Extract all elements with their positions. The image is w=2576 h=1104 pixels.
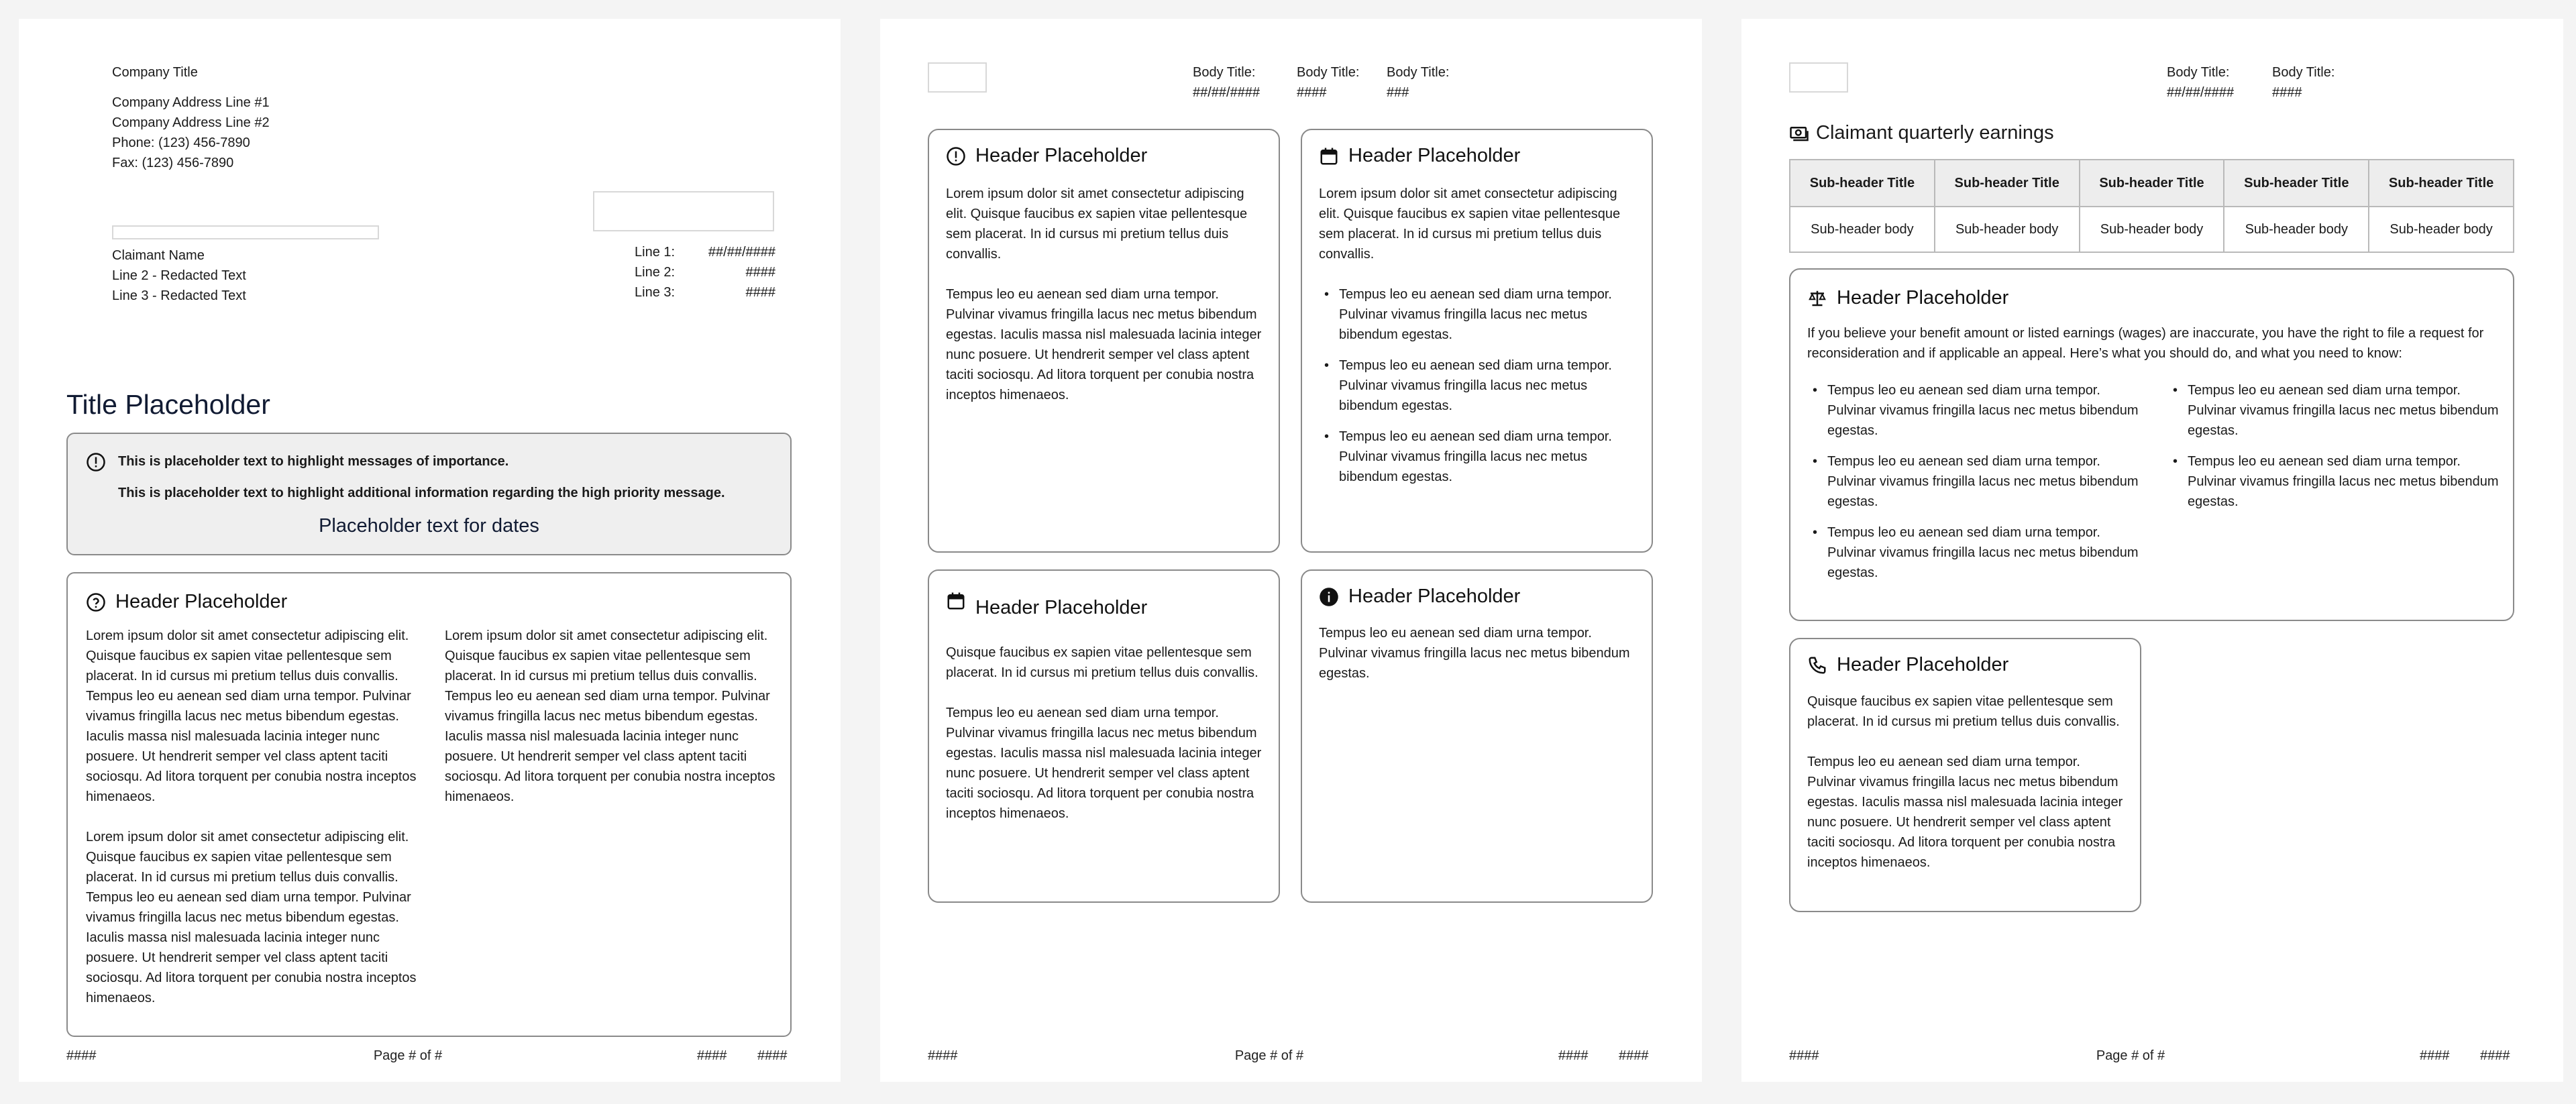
calendar-icon bbox=[1319, 146, 1339, 166]
table-header-cell: Sub-header Title bbox=[2369, 160, 2514, 207]
card-3 bbox=[928, 569, 1280, 903]
ref-line-2-label: Line 2: bbox=[635, 265, 676, 280]
card-title: Header Placeholder bbox=[1348, 145, 1521, 166]
card-title: Header Placeholder bbox=[975, 597, 1148, 618]
paragraph: Tempus leo eu aenean sed diam urna tempor. Pulvinar vivamus fringilla lacus nec metus bibendum egestas. Iaculis massa nisl malesuada lacinia integer nunc posuere. Ut hendrerit semper vel class aptent taciti sociosqu. Ad litora torquent per conubia nostra inceptos himenaeos. bbox=[946, 287, 1262, 402]
body-title-value: ### bbox=[1387, 85, 1409, 100]
table-cell: Sub-header body bbox=[1935, 207, 2080, 252]
card-body bbox=[1807, 692, 2128, 873]
logo-placeholder bbox=[928, 62, 987, 93]
card-body bbox=[1319, 184, 1640, 498]
card-body bbox=[1319, 623, 1640, 683]
list-item: • Tempus leo eu aenean sed diam urna tempor. Pulvinar vivamus fringilla lacus nec metus bibendum egestas. bbox=[2167, 380, 2506, 441]
alert-icon bbox=[946, 146, 966, 166]
table-header-cell: Sub-header Title bbox=[2080, 160, 2224, 207]
paragraph: Quisque faucibus ex sapien vitae pellentesque sem placerat. In id cursus mi pretium tellus duis convallis. bbox=[946, 645, 1258, 680]
card-title: Header Placeholder bbox=[1837, 654, 2009, 675]
alert-line-2: This is placeholder text to highlight additional information regarding the high priority message. bbox=[118, 486, 725, 500]
alert-icon bbox=[86, 452, 106, 472]
alert-dates: Placeholder text for dates bbox=[319, 515, 539, 537]
card-header bbox=[946, 591, 1147, 619]
bullet-list bbox=[1807, 380, 2146, 583]
table-cell: Sub-header body bbox=[2080, 207, 2224, 252]
paragraph: Lorem ipsum dolor sit amet consectetur adipiscing elit. Quisque faucibus ex sapien vitae pellentesque sem placerat. In id cursus mi pretium tellus duis convallis. Tempus leo eu aenean sed diam urna tempor. Pulvinar vivamus fringilla lacus nec metus bibendum egestas. Iaculis massa nisl malesuada lacinia integer nunc posuere. Ut hendrerit semper vel class aptent taciti sociosqu. Ad litora torquent per conubia nostra inceptos himenaeos. bbox=[86, 628, 417, 804]
card-title: Header Placeholder bbox=[115, 591, 288, 612]
footer-right-2: #### bbox=[2480, 1048, 2510, 1063]
table-header-cell: Sub-header Title bbox=[1935, 160, 2080, 207]
list-item: • Tempus leo eu aenean sed diam urna tempor. Pulvinar vivamus fringilla lacus nec metus bibendum egestas. bbox=[1807, 380, 2146, 441]
footer-right-1: #### bbox=[1558, 1048, 1589, 1063]
footer-right-2: #### bbox=[757, 1048, 788, 1063]
paragraph: Lorem ipsum dolor sit amet consectetur adipiscing elit. Quisque faucibus ex sapien vitae pellentesque sem placerat. In id cursus mi pretium tellus duis convallis. Tempus leo eu aenean sed diam urna tempor. Pulvinar vivamus fringilla lacus nec metus bibendum egestas. Iaculis massa nisl malesuada lacinia integer nunc posuere. Ut hendrerit semper vel class aptent taciti sociosqu. Ad litora torquent per conubia nostra inceptos himenaeos. bbox=[86, 830, 417, 1005]
list-item: • Tempus leo eu aenean sed diam urna tempor. Pulvinar vivamus fringilla lacus nec metus bibendum egestas. bbox=[1807, 451, 2146, 512]
claimant-block bbox=[112, 245, 246, 306]
company-block bbox=[112, 62, 270, 173]
info-card bbox=[66, 572, 792, 1037]
list-item: • Tempus leo eu aenean sed diam urna tempor. Pulvinar vivamus fringilla lacus nec metus bibendum egestas. bbox=[1319, 427, 1640, 487]
bullet-list bbox=[2167, 380, 2506, 512]
claimant-line-2: Line 2 - Redacted Text bbox=[112, 268, 246, 283]
card-header bbox=[86, 591, 287, 613]
logo-placeholder bbox=[1789, 62, 1848, 93]
footer-right-1: #### bbox=[697, 1048, 727, 1063]
paragraph: Tempus leo eu aenean sed diam urna tempor. Pulvinar vivamus fringilla lacus nec metus bibendum egestas. Iaculis massa nisl malesuada lacinia integer nunc posuere. Ut hendrerit semper vel class aptent taciti sociosqu. Ad litora torquent per conubia nostra inceptos himenaeos. bbox=[1807, 755, 2123, 870]
company-address-2: Company Address Line #2 bbox=[112, 115, 270, 130]
earnings-title: Claimant quarterly earnings bbox=[1816, 122, 2054, 144]
calendar-icon bbox=[946, 591, 966, 611]
ref-line-2-value: #### bbox=[745, 265, 775, 280]
card-1 bbox=[928, 129, 1280, 553]
footer-right-1: #### bbox=[2420, 1048, 2450, 1063]
contact-card bbox=[1789, 638, 2141, 912]
card-col-2 bbox=[445, 626, 784, 807]
list-item: • Tempus leo eu aenean sed diam urna tempor. Pulvinar vivamus fringilla lacus nec metus bibendum egestas. bbox=[1807, 522, 2146, 583]
ref-line-1-value: ##/##/#### bbox=[708, 245, 775, 260]
company-phone: Phone: (123) 456-7890 bbox=[112, 135, 250, 150]
card-col-left bbox=[1807, 380, 2146, 594]
bullet-list bbox=[1319, 284, 1640, 487]
table-cell: Sub-header body bbox=[1790, 207, 1935, 252]
body-title-1 bbox=[1193, 62, 1260, 103]
paragraph: Lorem ipsum dolor sit amet consectetur adipiscing elit. Quisque faucibus ex sapien vitae pellentesque sem placerat. In id cursus mi pretium tellus duis convallis. bbox=[946, 186, 1248, 262]
body-title-1 bbox=[2167, 62, 2234, 103]
page-title: Title Placeholder bbox=[66, 389, 270, 420]
footer-page-number: Page # of # bbox=[2096, 1048, 2165, 1063]
table-cell: Sub-header body bbox=[2369, 207, 2514, 252]
body-title-value: #### bbox=[2272, 85, 2302, 100]
list-item: • Tempus leo eu aenean sed diam urna tempor. Pulvinar vivamus fringilla lacus nec metus bibendum egestas. bbox=[1319, 284, 1640, 345]
company-title: Company Title bbox=[112, 65, 198, 80]
card-header bbox=[1319, 145, 1520, 167]
card-2 bbox=[1301, 129, 1653, 553]
barcode-placeholder bbox=[112, 225, 379, 239]
ref-line-3-label: Line 3: bbox=[635, 285, 676, 300]
footer-left: #### bbox=[66, 1048, 97, 1063]
card-title: Header Placeholder bbox=[1348, 586, 1521, 607]
page-2 bbox=[880, 19, 1702, 1082]
body-title-2 bbox=[2272, 62, 2334, 103]
earnings-title-row bbox=[1789, 122, 2054, 144]
footer-page-number: Page # of # bbox=[373, 1048, 443, 1063]
earnings-table bbox=[1789, 159, 2514, 253]
card-col-1 bbox=[86, 626, 425, 1008]
reconsideration-card bbox=[1789, 268, 2514, 621]
body-title-value: ##/##/#### bbox=[1193, 85, 1260, 100]
footer-left: #### bbox=[928, 1048, 958, 1063]
card-header bbox=[1807, 287, 2008, 309]
body-title-value: #### bbox=[1297, 85, 1327, 100]
company-fax: Fax: (123) 456-7890 bbox=[112, 156, 234, 170]
paragraph: Tempus leo eu aenean sed diam urna tempor. Pulvinar vivamus fringilla lacus nec metus bibendum egestas. Iaculis massa nisl malesuada lacinia integer nunc posuere. Ut hendrerit semper vel class aptent taciti sociosqu. Ad litora torquent per conubia nostra inceptos himenaeos. bbox=[946, 706, 1262, 821]
list-item: • Tempus leo eu aenean sed diam urna tempor. Pulvinar vivamus fringilla lacus nec metus bibendum egestas. bbox=[1319, 355, 1640, 416]
body-title-2 bbox=[1297, 62, 1359, 103]
phone-icon bbox=[1807, 655, 1827, 675]
body-title-label: Body Title: bbox=[1193, 65, 1256, 80]
card-title: Header Placeholder bbox=[975, 145, 1148, 166]
card-header bbox=[1319, 586, 1520, 608]
card-intro: If you believe your benefit amount or listed earnings (wages) are inaccurate, you have the right to file a request for reconsideration and if applicable an appeal. Here’s what you should do, and what you need to know: bbox=[1807, 326, 2484, 361]
alert-line-1: This is placeholder text to highlight messages of importance. bbox=[118, 454, 509, 469]
paragraph: Quisque faucibus ex sapien vitae pellentesque sem placerat. In id cursus mi pretium tellus duis convallis. bbox=[1807, 694, 2120, 729]
help-circle-icon bbox=[86, 592, 106, 612]
card-body bbox=[946, 184, 1267, 405]
table-row bbox=[1790, 207, 2514, 252]
ref-line-3-value: #### bbox=[745, 285, 775, 300]
footer-page-number: Page # of # bbox=[1234, 1048, 1304, 1063]
page-3 bbox=[1741, 19, 2563, 1082]
ref-line-1-label: Line 1: bbox=[635, 245, 676, 260]
money-icon bbox=[1789, 123, 1809, 144]
body-title-label: Body Title: bbox=[1297, 65, 1360, 80]
claimant-name: Claimant Name bbox=[112, 248, 205, 263]
body-title-label: Body Title: bbox=[2272, 65, 2335, 80]
table-cell: Sub-header body bbox=[2224, 207, 2369, 252]
body-title-label: Body Title: bbox=[1387, 65, 1450, 80]
card-col-right bbox=[2167, 380, 2506, 522]
paragraph: Tempus leo eu aenean sed diam urna tempor. Pulvinar vivamus fringilla lacus nec metus bibendum egestas. bbox=[1319, 626, 1630, 681]
footer-right-2: #### bbox=[1619, 1048, 1649, 1063]
card-body bbox=[946, 643, 1267, 824]
page-1 bbox=[19, 19, 841, 1082]
alert-box bbox=[66, 433, 792, 555]
table-header-row bbox=[1790, 160, 2514, 207]
table-header-cell: Sub-header Title bbox=[1790, 160, 1935, 207]
card-title: Header Placeholder bbox=[1837, 287, 2009, 309]
list-item: • Tempus leo eu aenean sed diam urna tempor. Pulvinar vivamus fringilla lacus nec metus bibendum egestas. bbox=[2167, 451, 2506, 512]
logo-placeholder bbox=[593, 191, 774, 231]
body-title-value: ##/##/#### bbox=[2167, 85, 2235, 100]
body-title-3 bbox=[1387, 62, 1449, 103]
body-title-label: Body Title: bbox=[2167, 65, 2230, 80]
reference-lines bbox=[635, 242, 775, 302]
info-filled-icon bbox=[1319, 587, 1339, 607]
claimant-line-3: Line 3 - Redacted Text bbox=[112, 288, 246, 303]
card-4 bbox=[1301, 569, 1653, 903]
scale-icon bbox=[1807, 288, 1827, 309]
card-header bbox=[1807, 654, 2008, 676]
table-header-cell: Sub-header Title bbox=[2224, 160, 2369, 207]
card-header bbox=[946, 145, 1147, 167]
footer-left: #### bbox=[1789, 1048, 1819, 1063]
paragraph: Lorem ipsum dolor sit amet consectetur adipiscing elit. Quisque faucibus ex sapien vitae pellentesque sem placerat. In id cursus mi pretium tellus duis convallis. Tempus leo eu aenean sed diam urna tempor. Pulvinar vivamus fringilla lacus nec metus bibendum egestas. Iaculis massa nisl malesuada lacinia integer nunc posuere. Ut hendrerit semper vel class aptent taciti sociosqu. Ad litora torquent per conubia nostra inceptos himenaeos. bbox=[445, 628, 775, 804]
company-address-1: Company Address Line #1 bbox=[112, 95, 270, 110]
paragraph: Lorem ipsum dolor sit amet consectetur adipiscing elit. Quisque faucibus ex sapien vitae pellentesque sem placerat. In id cursus mi pretium tellus duis convallis. bbox=[1319, 186, 1621, 262]
